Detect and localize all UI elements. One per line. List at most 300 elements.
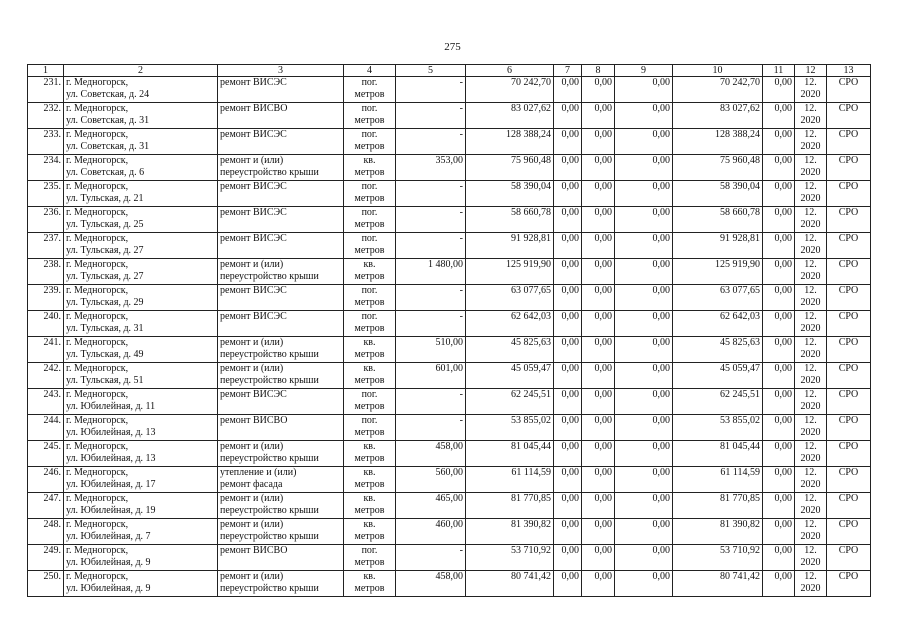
executor-cell xyxy=(827,467,871,493)
work1-text: ремонт и (или) xyxy=(220,571,284,582)
year-text: 2020 xyxy=(800,505,821,516)
col7-cell xyxy=(554,363,582,389)
addr1-text: г. Медногорск, xyxy=(66,181,129,192)
work-type-cell xyxy=(218,493,344,519)
exec-text: СРО xyxy=(838,545,859,556)
unit2-text: метров xyxy=(354,557,385,568)
unit1-text: пог. xyxy=(361,285,378,296)
unit2-text: метров xyxy=(354,141,385,152)
table-row xyxy=(28,103,871,129)
period-cell xyxy=(795,493,827,519)
qty-text: 1 480,00 xyxy=(428,259,463,270)
c8-text: 0,00 xyxy=(594,545,612,556)
row-number xyxy=(28,129,64,155)
c7-text: 0,00 xyxy=(561,467,579,478)
col9-cell xyxy=(615,233,673,259)
exec-text: СРО xyxy=(838,415,859,426)
total-cell xyxy=(673,493,763,519)
total-text: 45 059,47 xyxy=(720,363,760,374)
unit-cell xyxy=(344,467,396,493)
col8-cell xyxy=(582,415,615,441)
exec-text: СРО xyxy=(838,77,859,88)
addr1-text: г. Медногорск, xyxy=(66,493,129,504)
unit1-text: кв. xyxy=(363,493,376,504)
col8-cell xyxy=(582,545,615,571)
period-cell xyxy=(795,441,827,467)
total-cell xyxy=(673,415,763,441)
year-text: 2020 xyxy=(800,401,821,412)
c11-text: 0,00 xyxy=(774,363,792,374)
quantity-cell xyxy=(396,571,466,597)
col8-cell xyxy=(582,571,615,597)
unit2-text: метров xyxy=(354,193,385,204)
total-text: 75 960,48 xyxy=(720,155,760,166)
unit1-text: кв. xyxy=(363,337,376,348)
cost-text: 53 855,02 xyxy=(511,415,551,426)
c7-text: 0,00 xyxy=(561,389,579,400)
exec-text: СРО xyxy=(838,103,859,114)
c8-text: 0,00 xyxy=(594,467,612,478)
cost-cell xyxy=(466,129,554,155)
row-number xyxy=(28,155,64,181)
year-text: 2020 xyxy=(800,271,821,282)
year-text: 2020 xyxy=(800,141,821,152)
col8-cell xyxy=(582,493,615,519)
col9-cell xyxy=(615,389,673,415)
col7-cell xyxy=(554,467,582,493)
unit-cell xyxy=(344,441,396,467)
addr2-text: ул. Тульская, д. 27 xyxy=(66,245,144,256)
c9-text: 0,00 xyxy=(652,155,670,166)
unit-cell xyxy=(344,77,396,103)
year-text: 2020 xyxy=(800,531,821,542)
address-cell xyxy=(64,545,218,571)
c9-text: 0,00 xyxy=(652,285,670,296)
col8-cell xyxy=(582,337,615,363)
col8-cell xyxy=(582,155,615,181)
work-type-cell xyxy=(218,441,344,467)
exec-text: СРО xyxy=(838,181,859,192)
n-text: 247. xyxy=(43,493,61,504)
col7-cell xyxy=(554,311,582,337)
work2-text: переустройство крыши xyxy=(220,505,319,516)
table-row xyxy=(28,545,871,571)
year-text: 2020 xyxy=(800,245,821,256)
col7-cell xyxy=(554,181,582,207)
qty-text: 458,00 xyxy=(435,441,463,452)
unit-cell xyxy=(344,545,396,571)
c7-text: 0,00 xyxy=(561,259,579,270)
n-text: 250. xyxy=(43,571,61,582)
col7-cell xyxy=(554,545,582,571)
work2-text: ремонт фасада xyxy=(220,479,283,490)
n-text: 246. xyxy=(43,467,61,478)
year-text: 2020 xyxy=(800,219,821,230)
unit1-text: пог. xyxy=(361,181,378,192)
address-cell xyxy=(64,441,218,467)
n-text: 236. xyxy=(43,207,61,218)
work1-text: ремонт и (или) xyxy=(220,363,284,374)
address-cell xyxy=(64,207,218,233)
exec-text: СРО xyxy=(838,389,859,400)
table-row xyxy=(28,519,871,545)
col8-cell xyxy=(582,77,615,103)
row-number xyxy=(28,493,64,519)
work-type-cell xyxy=(218,415,344,441)
address-cell xyxy=(64,571,218,597)
cost-text: 70 242,70 xyxy=(511,77,551,88)
c8-text: 0,00 xyxy=(594,207,612,218)
row-number xyxy=(28,545,64,571)
addr1-text: г. Медногорск, xyxy=(66,311,129,322)
row-number xyxy=(28,415,64,441)
work-type-cell xyxy=(218,155,344,181)
period-cell xyxy=(795,103,827,129)
year-text: 2020 xyxy=(800,297,821,308)
unit2-text: метров xyxy=(354,479,385,490)
executor-cell xyxy=(827,207,871,233)
quantity-cell xyxy=(396,77,466,103)
total-text: 81 770,85 xyxy=(720,493,760,504)
cost-cell xyxy=(466,389,554,415)
quantity-cell xyxy=(396,103,466,129)
row-number xyxy=(28,233,64,259)
executor-cell xyxy=(827,181,871,207)
c11-text: 0,00 xyxy=(774,493,792,504)
cost-text: 91 928,81 xyxy=(511,233,551,244)
total-cell xyxy=(673,103,763,129)
c8-text: 0,00 xyxy=(594,337,612,348)
c8-text: 0,00 xyxy=(594,233,612,244)
n-text: 243. xyxy=(43,389,61,400)
column-header: 8 xyxy=(582,65,615,77)
total-text: 81 045,44 xyxy=(720,441,760,452)
c8-text: 0,00 xyxy=(594,259,612,270)
col8-cell xyxy=(582,103,615,129)
addr2-text: ул. Юбилейная, д. 9 xyxy=(66,557,151,568)
qty-text: - xyxy=(459,415,463,426)
address-cell xyxy=(64,233,218,259)
exec-text: СРО xyxy=(838,571,859,582)
work1-text: ремонт ВИСЭС xyxy=(220,129,287,140)
row-number xyxy=(28,207,64,233)
col11-cell xyxy=(763,311,795,337)
unit2-text: метров xyxy=(354,505,385,516)
unit-cell xyxy=(344,259,396,285)
period-cell xyxy=(795,259,827,285)
work1-text: ремонт и (или) xyxy=(220,259,284,270)
col9-cell xyxy=(615,285,673,311)
addr1-text: г. Медногорск, xyxy=(66,233,129,244)
month-text: 12. xyxy=(804,467,817,478)
col7-cell xyxy=(554,389,582,415)
executor-cell xyxy=(827,311,871,337)
column-header: 13 xyxy=(827,65,871,77)
col9-cell xyxy=(615,337,673,363)
col9-cell xyxy=(615,467,673,493)
n-text: 242. xyxy=(43,363,61,374)
period-cell xyxy=(795,233,827,259)
month-text: 12. xyxy=(804,545,817,556)
table-row xyxy=(28,363,871,389)
qty-text: - xyxy=(459,207,463,218)
addr1-text: г. Медногорск, xyxy=(66,207,129,218)
work1-text: ремонт ВИСЭС xyxy=(220,207,287,218)
exec-text: СРО xyxy=(838,129,859,140)
unit1-text: пог. xyxy=(361,389,378,400)
address-cell xyxy=(64,129,218,155)
addr1-text: г. Медногорск, xyxy=(66,441,129,452)
executor-cell xyxy=(827,545,871,571)
row-number xyxy=(28,103,64,129)
n-text: 241. xyxy=(43,337,61,348)
quantity-cell xyxy=(396,207,466,233)
period-cell xyxy=(795,363,827,389)
table-row xyxy=(28,285,871,311)
exec-text: СРО xyxy=(838,155,859,166)
month-text: 12. xyxy=(804,103,817,114)
unit2-text: метров xyxy=(354,401,385,412)
exec-text: СРО xyxy=(838,363,859,374)
c7-text: 0,00 xyxy=(561,103,579,114)
qty-text: - xyxy=(459,285,463,296)
quantity-cell xyxy=(396,337,466,363)
addr1-text: г. Медногорск, xyxy=(66,519,129,530)
qty-text: - xyxy=(459,129,463,140)
unit-cell xyxy=(344,129,396,155)
unit1-text: кв. xyxy=(363,467,376,478)
unit-cell xyxy=(344,571,396,597)
table-row xyxy=(28,233,871,259)
col7-cell xyxy=(554,519,582,545)
c9-text: 0,00 xyxy=(652,337,670,348)
total-cell xyxy=(673,441,763,467)
executor-cell xyxy=(827,129,871,155)
col9-cell xyxy=(615,571,673,597)
total-cell xyxy=(673,233,763,259)
qty-text: 460,00 xyxy=(435,519,463,530)
addr2-text: ул. Тульская, д. 31 xyxy=(66,323,144,334)
total-cell xyxy=(673,129,763,155)
work-type-cell xyxy=(218,181,344,207)
table-row xyxy=(28,207,871,233)
unit-cell xyxy=(344,363,396,389)
c9-text: 0,00 xyxy=(652,467,670,478)
addr2-text: ул. Тульская, д. 27 xyxy=(66,271,144,282)
col7-cell xyxy=(554,571,582,597)
row-number xyxy=(28,363,64,389)
table-row xyxy=(28,259,871,285)
work1-text: утепление и (или) xyxy=(220,467,297,478)
executor-cell xyxy=(827,415,871,441)
address-cell xyxy=(64,493,218,519)
c9-text: 0,00 xyxy=(652,441,670,452)
c9-text: 0,00 xyxy=(652,311,670,322)
unit1-text: пог. xyxy=(361,233,378,244)
table-row xyxy=(28,389,871,415)
column-header: 6 xyxy=(466,65,554,77)
row-number xyxy=(28,467,64,493)
cost-text: 125 919,90 xyxy=(506,259,551,270)
col9-cell xyxy=(615,155,673,181)
table-row xyxy=(28,441,871,467)
c7-text: 0,00 xyxy=(561,571,579,582)
cost-cell xyxy=(466,103,554,129)
c11-text: 0,00 xyxy=(774,389,792,400)
work-type-cell xyxy=(218,259,344,285)
cost-text: 58 390,04 xyxy=(511,181,551,192)
c7-text: 0,00 xyxy=(561,233,579,244)
c8-text: 0,00 xyxy=(594,441,612,452)
c9-text: 0,00 xyxy=(652,129,670,140)
period-cell xyxy=(795,519,827,545)
quantity-cell xyxy=(396,441,466,467)
work1-text: ремонт ВИСЭС xyxy=(220,311,287,322)
col9-cell xyxy=(615,103,673,129)
exec-text: СРО xyxy=(838,493,859,504)
executor-cell xyxy=(827,571,871,597)
c7-text: 0,00 xyxy=(561,441,579,452)
unit2-text: метров xyxy=(354,115,385,126)
total-text: 125 919,90 xyxy=(715,259,760,270)
unit1-text: пог. xyxy=(361,545,378,556)
c7-text: 0,00 xyxy=(561,129,579,140)
month-text: 12. xyxy=(804,207,817,218)
addr1-text: г. Медногорск, xyxy=(66,337,129,348)
unit2-text: метров xyxy=(354,427,385,438)
unit-cell xyxy=(344,311,396,337)
period-cell xyxy=(795,467,827,493)
quantity-cell xyxy=(396,311,466,337)
c11-text: 0,00 xyxy=(774,519,792,530)
quantity-cell xyxy=(396,129,466,155)
year-text: 2020 xyxy=(800,453,821,464)
total-cell xyxy=(673,519,763,545)
executor-cell xyxy=(827,363,871,389)
c8-text: 0,00 xyxy=(594,181,612,192)
c7-text: 0,00 xyxy=(561,77,579,88)
unit-cell xyxy=(344,519,396,545)
row-number xyxy=(28,337,64,363)
c9-text: 0,00 xyxy=(652,181,670,192)
addr2-text: ул. Тульская, д. 29 xyxy=(66,297,144,308)
total-text: 53 855,02 xyxy=(720,415,760,426)
work-type-cell xyxy=(218,77,344,103)
table-row xyxy=(28,181,871,207)
column-header: 3 xyxy=(218,65,344,77)
work1-text: ремонт ВИСЭС xyxy=(220,233,287,244)
row-number xyxy=(28,259,64,285)
c7-text: 0,00 xyxy=(561,207,579,218)
total-cell xyxy=(673,285,763,311)
work2-text: переустройство крыши xyxy=(220,453,319,464)
c9-text: 0,00 xyxy=(652,259,670,270)
unit2-text: метров xyxy=(354,323,385,334)
c7-text: 0,00 xyxy=(561,337,579,348)
work-type-cell xyxy=(218,233,344,259)
executor-cell xyxy=(827,155,871,181)
qty-text: 465,00 xyxy=(435,493,463,504)
n-text: 233. xyxy=(43,129,61,140)
c9-text: 0,00 xyxy=(652,389,670,400)
col7-cell xyxy=(554,155,582,181)
c8-text: 0,00 xyxy=(594,519,612,530)
col11-cell xyxy=(763,181,795,207)
month-text: 12. xyxy=(804,259,817,270)
period-cell xyxy=(795,181,827,207)
work1-text: ремонт ВИСВО xyxy=(220,103,288,114)
unit1-text: кв. xyxy=(363,571,376,582)
year-text: 2020 xyxy=(800,583,821,594)
address-cell xyxy=(64,467,218,493)
total-text: 63 077,65 xyxy=(720,285,760,296)
n-text: 235. xyxy=(43,181,61,192)
unit2-text: метров xyxy=(354,89,385,100)
addr2-text: ул. Тульская, д. 25 xyxy=(66,219,144,230)
col9-cell xyxy=(615,415,673,441)
exec-text: СРО xyxy=(838,519,859,530)
unit-cell xyxy=(344,155,396,181)
unit2-text: метров xyxy=(354,297,385,308)
addr2-text: ул. Юбилейная, д. 19 xyxy=(66,505,156,516)
month-text: 12. xyxy=(804,363,817,374)
executor-cell xyxy=(827,337,871,363)
quantity-cell xyxy=(396,493,466,519)
addr1-text: г. Медногорск, xyxy=(66,285,129,296)
quantity-cell xyxy=(396,155,466,181)
quantity-cell xyxy=(396,519,466,545)
col9-cell xyxy=(615,259,673,285)
col8-cell xyxy=(582,129,615,155)
unit-cell xyxy=(344,389,396,415)
table-row xyxy=(28,337,871,363)
col11-cell xyxy=(763,207,795,233)
col11-cell xyxy=(763,285,795,311)
total-text: 53 710,92 xyxy=(720,545,760,556)
addr2-text: ул. Советская, д. 31 xyxy=(66,141,150,152)
col7-cell xyxy=(554,129,582,155)
c7-text: 0,00 xyxy=(561,519,579,530)
work-type-cell xyxy=(218,337,344,363)
unit-cell xyxy=(344,285,396,311)
c11-text: 0,00 xyxy=(774,129,792,140)
work-type-cell xyxy=(218,545,344,571)
addr2-text: ул. Юбилейная, д. 13 xyxy=(66,453,156,464)
cost-cell xyxy=(466,545,554,571)
qty-text: 560,00 xyxy=(435,467,463,478)
unit-cell xyxy=(344,181,396,207)
n-text: 249. xyxy=(43,545,61,556)
addr2-text: ул. Юбилейная, д. 13 xyxy=(66,427,156,438)
work1-text: ремонт ВИСВО xyxy=(220,415,288,426)
c8-text: 0,00 xyxy=(594,363,612,374)
executor-cell xyxy=(827,233,871,259)
year-text: 2020 xyxy=(800,479,821,490)
month-text: 12. xyxy=(804,441,817,452)
executor-cell xyxy=(827,77,871,103)
cost-text: 45 825,63 xyxy=(511,337,551,348)
col8-cell xyxy=(582,311,615,337)
col9-cell xyxy=(615,129,673,155)
work-type-cell xyxy=(218,571,344,597)
column-header: 10 xyxy=(673,65,763,77)
work-type-cell xyxy=(218,311,344,337)
c7-text: 0,00 xyxy=(561,493,579,504)
c11-text: 0,00 xyxy=(774,337,792,348)
cost-cell xyxy=(466,441,554,467)
qty-text: - xyxy=(459,77,463,88)
quantity-cell xyxy=(396,363,466,389)
